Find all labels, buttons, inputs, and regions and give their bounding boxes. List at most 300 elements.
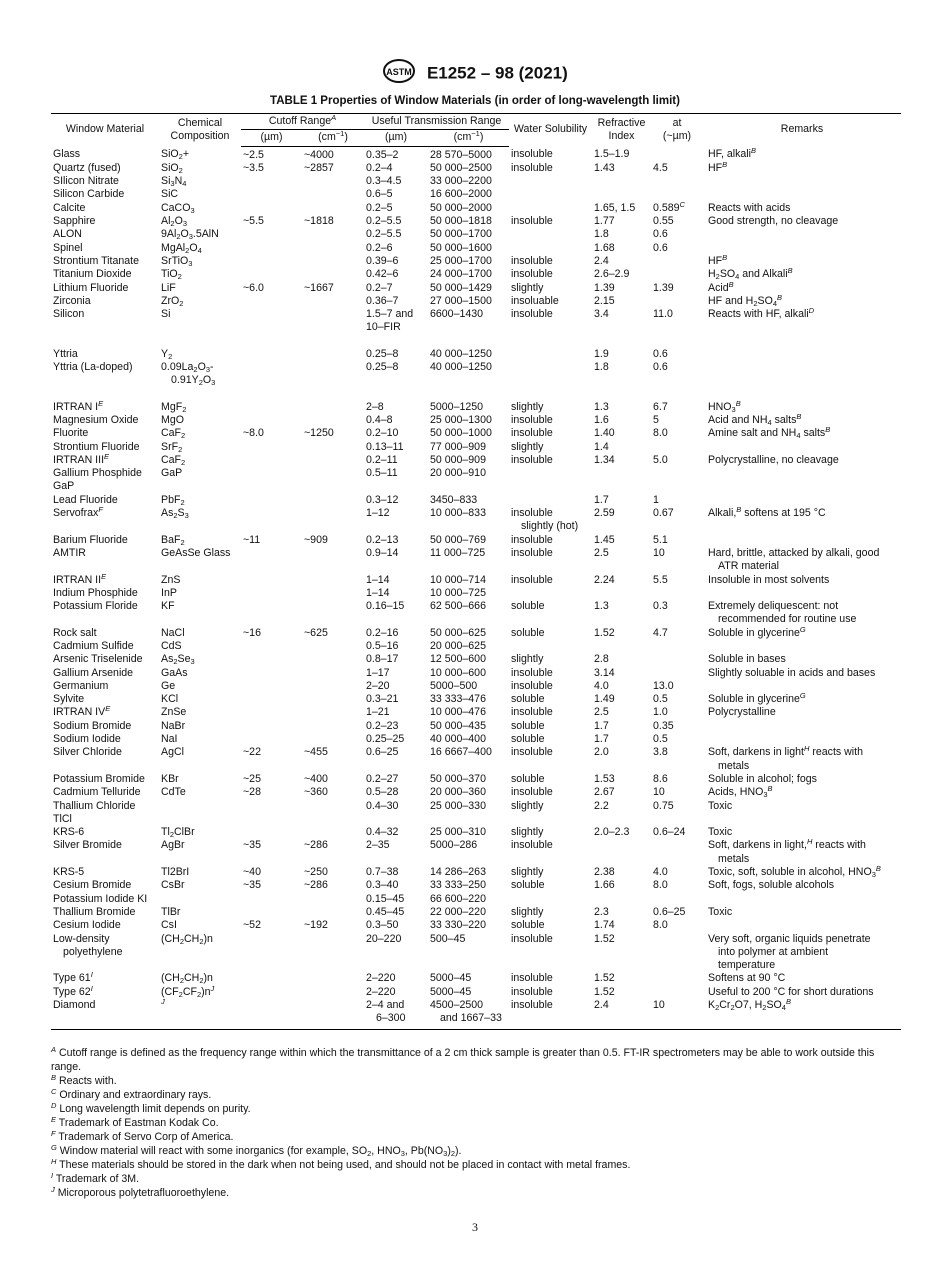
cell-cutoff-um (241, 335, 302, 361)
cell-solubility: insoluble (511, 985, 553, 998)
table-row (51, 308, 901, 335)
cell-at: 10 (653, 786, 665, 799)
cell-solubility (509, 494, 592, 507)
cell-trans-cm: 20 000–910 (430, 467, 486, 480)
cell-trans-cm: 24 000–1700 (430, 268, 492, 281)
cell-remarks: $HNO_3^B$ (708, 398, 741, 414)
cell-cutoff-um (241, 188, 302, 201)
cell-trans-um: 0.35–2 (366, 148, 399, 161)
cell-composition: CaF$_2$ (161, 427, 186, 441)
cell-trans-cm: 50 000–435 (430, 719, 486, 732)
cell-at: 0.75 (653, 799, 674, 812)
cell-at: 6.7 (653, 400, 668, 413)
header-transmission: Useful Transmission Range (364, 114, 509, 130)
cell-cutoff-cm (302, 494, 364, 507)
cell-at (651, 441, 703, 454)
cell-trans-cm: 25 000–310 (430, 826, 486, 839)
cell-solubility: insoluble (511, 148, 553, 161)
cell-refractive: 2.38 (594, 866, 615, 879)
cell-remarks: Polycrystalline, no cleavage (708, 453, 839, 466)
table-row (51, 627, 901, 640)
cell-cutoff-um: ~11 (243, 533, 261, 546)
cell-composition: CsI (161, 919, 177, 932)
cell-at (651, 587, 703, 600)
cell-cutoff-um: ~35 (243, 839, 261, 852)
cell-solubility: insoluble (509, 999, 592, 1029)
cell-refractive: 2.15 (594, 294, 615, 307)
cell-trans-cm: 10 000–725 (430, 586, 486, 599)
cell-cutoff-cm (302, 175, 364, 188)
cell-remarks: Soft, fogs, soluble alcohols (708, 879, 835, 892)
cell-composition: LiF (161, 281, 176, 294)
cell-refractive (592, 188, 651, 201)
cell-cutoff-cm (302, 986, 364, 999)
cell-trans-um: 1–21 (366, 706, 390, 719)
table-row (51, 162, 901, 175)
cell-trans-cm: 5000–45 (430, 985, 472, 998)
cell-cutoff-cm: ~1667 (304, 281, 334, 294)
table-row (51, 667, 901, 680)
cell-trans-cm: 5000–286 (430, 839, 478, 852)
cell-solubility (509, 175, 592, 188)
cell-trans-cm: 50 000–769 (430, 533, 486, 546)
table-row (51, 746, 901, 773)
cell-trans-um: 0.16–15 (366, 600, 405, 613)
table-row (51, 215, 901, 228)
cell-trans-cm: 6600–1430 (430, 308, 484, 321)
cell-material: Servofrax$^F$ (53, 505, 103, 520)
table-row (51, 202, 901, 215)
cell-solubility: slightly (511, 826, 544, 839)
cell-cutoff-um (241, 441, 302, 454)
cell-cutoff-cm (302, 308, 364, 335)
footnote (51, 1172, 903, 1186)
cell-cutoff-um (241, 587, 302, 600)
cell-solubility: soluble (511, 919, 545, 932)
cell-solubility: insoluble (511, 268, 553, 281)
cell-trans-cm: 14 286–263 (430, 866, 486, 879)
footnote-text: Ordinary and extraordinary rays. (56, 1089, 212, 1101)
cell-material: Sodium Bromide (53, 719, 132, 732)
cell-refractive (592, 467, 651, 494)
cell-solubility: insoluble (511, 413, 553, 426)
cell-cutoff-um (241, 454, 302, 467)
cell-solubility: slightly (511, 400, 544, 413)
cell-material: Sodium Iodide (53, 733, 121, 746)
cell-refractive: 2.6–2.9 (594, 268, 630, 281)
footnote (51, 1046, 903, 1074)
header-cutoff-cm: $(cm^{-1})$ (302, 130, 364, 146)
header-cutoff: Cutoff Range$^A$ (241, 114, 364, 130)
cell-cutoff-cm (302, 972, 364, 985)
table-row (51, 906, 901, 919)
cell-composition: $(CH_2CH_2)n$ (161, 932, 213, 946)
cell-at (651, 295, 703, 308)
table-row (51, 361, 901, 388)
cell-cutoff-um (241, 826, 302, 839)
cell-cutoff-cm: ~250 (304, 866, 328, 879)
cell-refractive: 1.4 (594, 440, 609, 453)
cell-at: 0.55 (653, 215, 674, 228)
cell-cutoff-um (241, 733, 302, 746)
cell-material: Yttria (La-doped) (53, 361, 133, 374)
cell-cutoff-um (241, 986, 302, 999)
cell-refractive: 2.0–2.3 (594, 826, 630, 839)
cell-trans-um: 0.36–7 (366, 294, 399, 307)
cell-remarks: Alkali,$^B$ softens at 195 °C (708, 505, 826, 520)
cell-trans-cm: 50 000–1000 (430, 427, 492, 440)
cell-cutoff-um: ~35 (243, 879, 261, 892)
cell-trans-cm: 20 000–360 (430, 786, 486, 799)
cell-trans-cm: 50 000–1818 (430, 215, 492, 228)
cell-solubility: insoluble (511, 666, 553, 679)
cell-remarks (703, 733, 901, 746)
cell-trans-cm: 50 000–2000 (430, 201, 492, 214)
cell-material: Diamond (51, 999, 159, 1029)
cell-solubility: soluble (511, 626, 545, 639)
cell-trans-um: 1–14 (366, 573, 390, 586)
cell-trans-um: 2–220 (366, 985, 396, 998)
cell-material: Type $62^I$ (53, 983, 93, 998)
document-designation: E1252 – 98 (2021) (426, 63, 568, 83)
cell-trans-um: 0.7–38 (366, 866, 399, 879)
cell-cutoff-cm (302, 999, 364, 1029)
cell-material: Spinel (53, 241, 83, 254)
footnote-mark: D (51, 1101, 57, 1110)
cell-remarks: Insoluble in most solvents (708, 573, 830, 586)
cell-material: Lithium Fluoride (53, 281, 129, 294)
table-row (51, 295, 901, 308)
cell-remarks (703, 175, 901, 188)
cell-material: Cadmium Sulfide (53, 639, 134, 652)
cell-remarks: Reacts with HF, alkali$^D$ (708, 306, 815, 321)
cell-cutoff-um (241, 933, 302, 973)
cell-refractive: 1.77 (594, 215, 615, 228)
table-row (51, 175, 901, 188)
cell-solubility: soluble (511, 600, 545, 613)
cell-composition: $Tl_2ClBr$ (161, 826, 195, 840)
cell-cutoff-um: ~40 (243, 866, 261, 879)
table-row (51, 706, 901, 719)
cell-composition: $(CF_2CF_2)n^J$ (161, 983, 215, 999)
cell-composition: SiO$_2$ (161, 161, 183, 175)
cell-material: Germanium (53, 679, 109, 692)
cell-cutoff-cm (302, 706, 364, 719)
cell-material: Silicon (53, 308, 85, 321)
cell-material: Potassium Bromide (53, 772, 145, 785)
cell-remarks (703, 720, 901, 733)
cell-remarks: Reacts with acids (708, 201, 791, 214)
cell-cutoff-cm: ~4000 (304, 148, 334, 161)
table-row (51, 587, 901, 600)
cell-refractive: 1.52 (594, 985, 615, 998)
cell-refractive: 1.65, 1.5 (594, 201, 636, 214)
cell-trans-cm: 77 000–909 (430, 440, 486, 453)
cell-solubility (509, 361, 592, 388)
cell-remarks: Extremely deliquescent: not recommended for routine use (708, 600, 857, 626)
cell-refractive: 1.43 (594, 161, 615, 174)
cell-refractive: 2.67 (594, 786, 615, 799)
cell-at (651, 972, 703, 985)
footnotes (51, 1046, 903, 1200)
header-composition: Chemical Composition (159, 114, 241, 147)
page-number: 3 (472, 1220, 478, 1234)
cell-cutoff-cm (302, 574, 364, 587)
astm-logo-icon (382, 58, 416, 89)
cell-solubility (509, 228, 592, 241)
cell-cutoff-cm (302, 255, 364, 268)
table-row (51, 427, 901, 440)
cell-refractive: 1.52 (594, 626, 615, 639)
footnote-text: Trademark of Eastman Kodak Co. (56, 1117, 219, 1129)
cell-cutoff-um (241, 600, 302, 627)
cell-composition: AgBr (161, 839, 185, 852)
cell-composition: ZrO$_2$ (161, 294, 184, 308)
table-row (51, 188, 901, 201)
cell-composition: Si (161, 308, 171, 321)
cell-composition: TlBr (161, 905, 181, 918)
cell-cutoff-um: ~16 (243, 626, 261, 639)
cell-at (651, 986, 703, 999)
cell-cutoff-cm (302, 361, 364, 388)
cell-cutoff-cm: ~286 (304, 839, 328, 852)
cell-cutoff-um (241, 547, 302, 574)
cell-remarks: HF and $H_2SO_4^B$ (708, 292, 783, 308)
cell-at: 8.0 (653, 879, 668, 892)
cell-refractive: 2.5 (594, 546, 609, 559)
cell-composition: $0.09La_2O_3-$ $0.91Y_2O_3$ (161, 361, 216, 388)
cell-trans-um: 0.2–6 (366, 241, 393, 254)
cell-solubility: slightly (511, 905, 544, 918)
cell-material: ALON (53, 228, 82, 241)
table-row (51, 441, 901, 454)
cell-composition: CaCO$_3$ (161, 201, 195, 215)
cell-remarks (703, 494, 901, 507)
cell-cutoff-cm (302, 388, 364, 414)
cell-cutoff-um (241, 242, 302, 255)
footnote-mark: C (51, 1087, 57, 1096)
cell-cutoff-cm (302, 467, 364, 494)
cell-at: 10 (651, 999, 703, 1029)
table-row (51, 986, 901, 999)
cell-trans-cm: 16 600–2000 (430, 188, 492, 201)
table-title: TABLE 1 Properties of Window Materials (in order of long-wavelength limit) (270, 95, 680, 107)
cell-composition: $(CH_2CH_2)n$ (161, 972, 213, 986)
cell-solubility: soluble (511, 879, 545, 892)
cell-solubility: insoluble (511, 215, 553, 228)
cell-at (651, 933, 703, 973)
cell-material: Gallium Arsenide (53, 666, 134, 679)
cell-trans-um: 0.2–16 (366, 626, 399, 639)
cell-material: Barium Fluoride (53, 533, 128, 546)
cell-composition: GeAsSe Glass (161, 546, 231, 559)
cell-composition: $9Al_2O_3.5AlN$ (161, 228, 219, 242)
footnote-mark: G (51, 1143, 57, 1152)
cell-trans-um: 0.2–11 (366, 453, 398, 466)
cell-solubility: soluble (511, 772, 545, 785)
cell-refractive: 3.4 (594, 308, 609, 321)
cell-refractive: 1.52 (594, 932, 615, 945)
cell-trans-cm: 12 500–600 (430, 653, 486, 666)
footnote-text: Microporous polytetrafluoroethylene. (54, 1187, 230, 1199)
cell-cutoff-um (241, 308, 302, 335)
cell-trans-um: 0.5–16 (366, 639, 399, 652)
cell-composition: GaAs (161, 666, 188, 679)
cell-cutoff-cm (302, 720, 364, 733)
cell-trans-um: 20–220 (366, 932, 402, 945)
cell-cutoff-um: ~8.0 (243, 427, 264, 440)
cell-refractive (592, 587, 651, 600)
cell-trans-cm: 5000–1250 (430, 400, 484, 413)
cell-cutoff-um (241, 494, 302, 507)
cell-at: 0.6 (653, 241, 668, 254)
table-row (51, 574, 901, 587)
cell-composition: ZnSe (161, 706, 187, 719)
cell-cutoff-um (241, 999, 302, 1029)
cell-composition: $Al_2O_3$ (161, 215, 188, 229)
cell-refractive (592, 893, 651, 906)
cell-remarks (703, 467, 901, 494)
cell-cutoff-cm: ~625 (304, 626, 328, 639)
cell-at: 5.0 (653, 453, 668, 466)
cell-material: Titanium Dioxide (53, 268, 132, 281)
cell-remarks (703, 188, 901, 201)
cell-composition (159, 893, 241, 906)
cell-refractive: 1.9 (594, 347, 609, 360)
cell-trans-cm: 22 000–220 (430, 905, 486, 918)
cell-material: Calcite (53, 201, 86, 214)
cell-refractive: 2.8 (594, 653, 609, 666)
header-cutoff-um: (µm) (241, 130, 302, 146)
cell-refractive: 2.24 (594, 573, 615, 586)
cell-cutoff-um (241, 255, 302, 268)
table-row (51, 146, 901, 162)
cell-trans-um: 0.4–32 (366, 826, 399, 839)
cell-solubility: insoluble (511, 308, 553, 321)
cell-trans-um: 0.45–45 (366, 905, 405, 918)
cell-cutoff-um: ~25 (243, 772, 261, 785)
table-row (51, 933, 901, 973)
cell-solubility: insoluble (511, 546, 553, 559)
cell-material: Silver Bromide (53, 839, 122, 852)
cell-solubility: insoluble (511, 932, 553, 945)
header-trans-cm: $(cm^{-1})$ (428, 130, 509, 146)
cell-material: Zirconia (53, 294, 91, 307)
table-row (51, 228, 901, 241)
table-row (51, 388, 901, 414)
cell-material: Type $61^I$ (53, 970, 93, 985)
cell-material: Magnesium Oxide (53, 413, 139, 426)
cell-remarks: Acid$^B$ (708, 279, 734, 294)
cell-remarks (703, 335, 901, 361)
table-row (51, 972, 901, 985)
cell-composition: J (159, 999, 241, 1029)
cell-remarks: Soluble in bases (708, 653, 786, 666)
cell-trans-cm: 66 600–220 (430, 892, 486, 905)
cell-cutoff-um (241, 467, 302, 494)
footnote-mark: I (51, 1171, 54, 1180)
cell-at: 0.6–25 (653, 905, 686, 918)
cell-at (651, 255, 703, 268)
cell-cutoff-um (241, 574, 302, 587)
cell-refractive: 2.59 (594, 507, 615, 520)
cell-cutoff-um (241, 653, 302, 666)
cell-cutoff-um (241, 706, 302, 719)
cell-cutoff-cm (302, 547, 364, 574)
cell-composition: ZnS (161, 573, 181, 586)
header-material: Window Material (51, 114, 159, 147)
cell-material: Low-density polyethylene (53, 932, 123, 958)
cell-at: 0.5 (653, 693, 668, 706)
cell-composition: $Y_2$ (161, 347, 173, 361)
footnote (51, 1074, 903, 1088)
cell-remarks: Softens at 90 °C (708, 972, 786, 985)
header-trans-um: (µm) (364, 130, 428, 146)
cell-trans-cm: 5000–45 (430, 972, 472, 985)
cell-refractive: 2.4 (594, 254, 609, 267)
cell-cutoff-um (241, 720, 302, 733)
cell-cutoff-um (241, 361, 302, 388)
cell-cutoff-cm: ~286 (304, 879, 328, 892)
cell-at: 0.3 (653, 600, 668, 613)
cell-refractive: 4.0 (594, 679, 609, 692)
cell-solubility: insoluble (511, 746, 553, 759)
cell-refractive: 1.68 (594, 241, 615, 254)
cell-at: 0.35 (653, 719, 674, 732)
cell-cutoff-cm: ~1818 (304, 215, 334, 228)
cell-composition: PbF$_2$ (161, 493, 185, 507)
cell-trans-um: 0.2–5.5 (366, 228, 402, 241)
table-row (51, 454, 901, 467)
cell-remarks: Soluble in alcohol; fogs (708, 772, 817, 785)
footnote-text: Cutoff range is defined as the frequency range within which the transmittance of a 2 cm thick sample is greater than 0.5. FT-IR spectrometers may be able to work outside this range. (51, 1047, 875, 1073)
cell-trans-cm: 33 000–2200 (430, 175, 492, 188)
cell-refractive: 1.34 (594, 453, 615, 466)
cell-remarks (703, 587, 901, 600)
footnote-text: Long wavelength limit depends on purity. (56, 1103, 251, 1115)
cell-composition: SiO$_2$+ (161, 148, 190, 162)
cell-composition: $As_2Se_3$ (161, 653, 195, 667)
cell-cutoff-cm (302, 454, 364, 467)
cell-at: 8.0 (653, 427, 668, 440)
cell-cutoff-cm (302, 441, 364, 454)
cell-trans-um: 0.3–4.5 (366, 175, 402, 188)
cell-material: SIlicon Nitrate (53, 175, 119, 188)
cell-at: 0.5 (653, 733, 668, 746)
document-header (0, 58, 950, 89)
cell-solubility: insoluble (511, 972, 553, 985)
table-row (51, 268, 901, 281)
cell-trans-um: 1–17 (366, 666, 390, 679)
cell-cutoff-cm (302, 826, 364, 839)
cell-at: 10 (653, 546, 665, 559)
cell-material: AMTIR (53, 546, 86, 559)
cell-trans-um: 0.2–7 (366, 281, 393, 294)
cell-trans-cm: 25 000–1700 (430, 254, 492, 267)
cell-solubility (509, 893, 592, 906)
table-row (51, 335, 901, 361)
cell-material: Yttria (53, 347, 78, 360)
cell-composition: TiO$_2$ (161, 268, 182, 282)
cell-remarks: Useful to 200 °C for short durations (708, 985, 874, 998)
cell-at: 5.1 (653, 533, 668, 546)
cell-at (651, 667, 703, 680)
table-row (51, 414, 901, 427)
cell-cutoff-cm (302, 295, 364, 308)
cell-material: Thallium Chloride TlCl (53, 799, 136, 825)
cell-remarks: Soluble in glycerine$^G$ (708, 624, 806, 639)
cell-remarks: Polycrystalline (708, 706, 776, 719)
